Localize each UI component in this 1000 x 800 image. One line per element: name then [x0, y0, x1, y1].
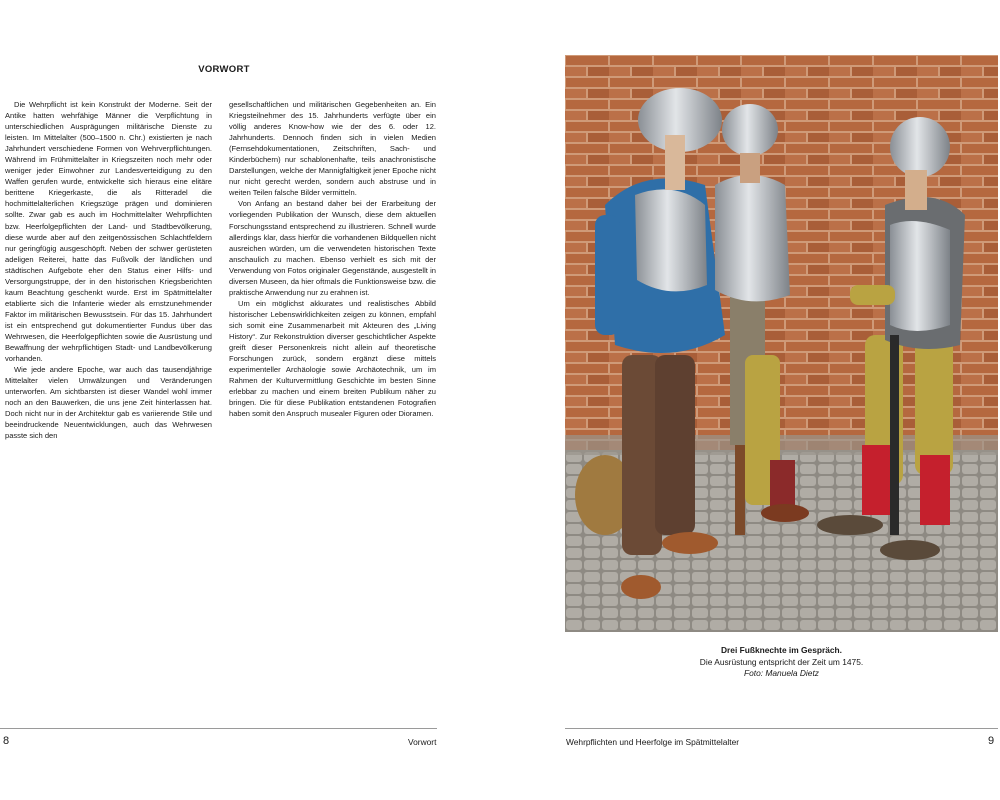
caption-text: Die Ausrüstung entspricht der Zeit um 1475. — [699, 656, 864, 667]
photo-credit: Foto: Manuela Dietz — [744, 668, 819, 679]
paragraph: gesellschaftlichen und militärischen Gegebenheiten an. Ein Kriegsteilnehmer des 15. Jahrhunderts verfügte über ein völlig anderes Know-how wie der des 6. oder 12. Jahrhunderts. Dennoch finden sich in vielen Medien (Fernsehdokumentationen, Zeitschriften, Sach- und Kinderbüchern) nur schablonenhafte, teils anachronistische Darstellungen, welche der Mannigfaltigkeit jener Epoche nicht nur nicht gerecht werden, sondern auch abstruse und in weiten Teilen falsche Bilder vermitteln. — [229, 100, 436, 198]
running-head-left: Vorwort — [408, 737, 437, 747]
text-column-1 — [5, 99, 212, 441]
photo-three-foot-soldiers — [565, 55, 998, 632]
paragraph: Die Wehrpflicht ist kein Konstrukt der Moderne. Seit der Antike hatten wehrfähige Männer die Verpflichtung in unterschiedlichen Ausprägungen militärische Dienste zu leisten. Im Mittelalter (500–1500 n. Chr.) existierten je nach Jahrhundert verschiedene Formen von Wehrverpflichtungen. Während im Frühmittelalter in Kriegszeiten noch mehr oder weniger jeder Einwohner zur Landesverteidigung zu den Waffen gerufen wurde, entwickelte sich hieraus eine elitäre berittene Kriegerkaste, die als Ritteradel die hochmittelalterlichen Kriegszüge prägen und dominieren sollte. Zwar gab es auch im Hochmittelalter Wehrpflichten bzw. Heerfolgepflichten der Land- und Stadtbevölkerung, diese wurde aber auf den zeitgenössischen Schlachtfeldern nur geringfügig ausgeschöpft. Neben der schwer gerüsteten adeligen Reiterei, hatte das Fußvolk der ländlichen und städtischen Aufgebote eher den Status einer Hilfs- und Versorgungstruppe, der in den historischen Kriegsberichten kaum Beachtung geschenkt wurde. Erst im Spätmittelalter etablierte sich die Infanterie wieder als ernstzunehmender Faktor im militärischen Bewusstsein. Für das 15. Jahrhundert ist ein entsprechend gut dokumentierter Fundus über das Wehrwesen, die Heerfolgepflichten sowie die Ausrüstung und Bewaffnung der wehrpflichtigen Stadt- und Landbevölkerung vorhanden. — [5, 100, 212, 364]
footer-rule-right — [565, 728, 998, 729]
page-number-right: 9 — [988, 735, 995, 747]
footer-rule-left — [0, 728, 437, 729]
text-column-2 — [229, 99, 436, 419]
caption-title: Drei Fußknechte im Gespräch. — [720, 645, 842, 655]
paragraph: Von Anfang an bestand daher bei der Erarbeitung der vorliegenden Publikation der Wunsch, diese dem aktuellen Forschungsstand entsprechend zu illustrieren. Schnell wurde allerdings klar, dass hierfür die vorhandenen Bildquellen nicht ausreichen würden, um die verwendeten historischen Texte anschaulich zu machen. Ebenso verhielt es sich mit der Verwendung von Fotos originaler Gegenstände, ausgestellt in diversen Museen, da hier oftmals die Funktionsweise bzw. die praktische Anwendung nur zu erahnen ist. — [229, 199, 436, 297]
page-title: VORWORT — [198, 64, 250, 75]
paragraph: Wie jede andere Epoche, war auch das tausendjährige Mittelalter vielen Umwälzungen und Veränderungen unterworfen. Am sichtbarsten ist dieser Wandel wohl immer noch an den Bauwerken, die uns jene Zeit hinterlassen hat. Doch nicht nur in der Architektur gab es variierende Stile und beeindruckende Neuentwicklungen, auch das Wehrwesen passte sich den — [5, 365, 212, 441]
running-head-right: Wehrpflichten und Heerfolge im Spätmittelalter — [566, 737, 740, 747]
paragraph: Um ein möglichst akkurates und realistisches Abbild historischer Lebenswirklichkeiten zeigen zu können, empfahl sich somit eine Zusammenarbeit mit Akteuren des „Living History“. Zur Rekonstruktion diverser geschichtlicher Aspekte greift dieser Personenkreis nicht allein auf theoretische Forschungen zurück, sondern ergänzt diese mittels experimenteller Archäologie sowie Archäotechnik, um im Rahmen der Kulturvermittlung Geschichte im besten Sinne erlebbar zu machen und einem breiten Publikum näher zu bringen. Die für diese Publikation entstandenen Fotografien haben somit den Anspruch musealer Figuren oder Dioramen. — [229, 298, 436, 419]
page-number-left: 8 — [3, 735, 10, 747]
photo-caption — [565, 645, 998, 680]
